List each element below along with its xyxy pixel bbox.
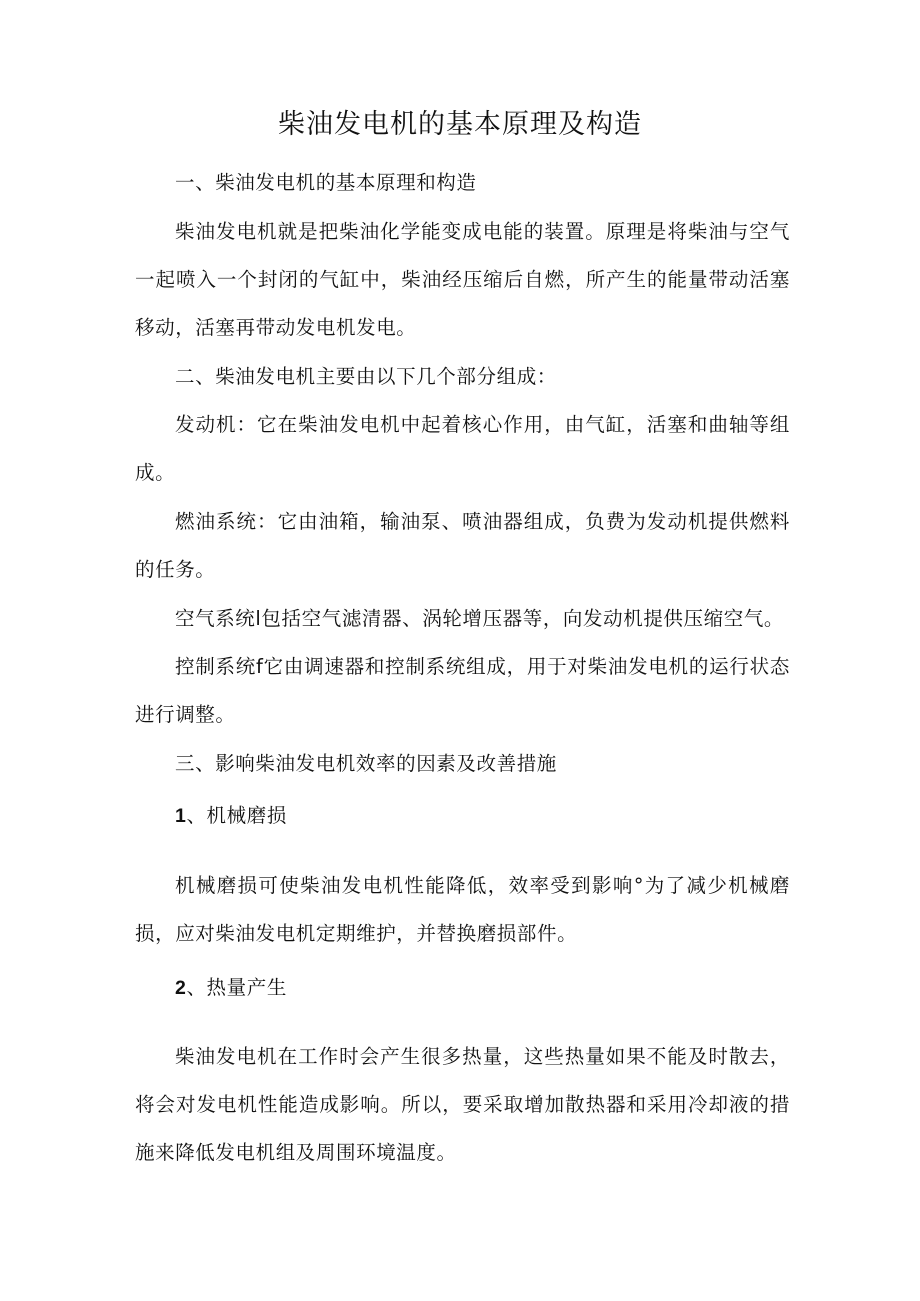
item-2-heading [135, 964, 790, 1012]
item-2-title: 、热量产生 [186, 976, 287, 999]
item-1-heading [135, 792, 790, 840]
section-1-body: 柴油发电机就是把柴油化学能变成电能的装置。原理是将柴油与空气一起喷入一个封闭的气缸中，柴油经压缩后自燃，所产生的能量带动活塞移动，活塞再带动发电机发电。 [135, 220, 790, 339]
control-system-paragraph: 控制系统f它由调速器和控制系统组成，用于对柴油发电机的运行状态进行调整。 [135, 655, 790, 726]
engine-paragraph: 发动机：它在柴油发电机中起着核心作用，由气缸，活塞和曲轴等组成。 [135, 413, 790, 484]
air-system-paragraph: 空气系统l包括空气滤清器、涡轮增压器等，向发动机提供压缩空气。 [175, 607, 785, 630]
section-1-heading: 一、柴油发电机的基本原理和构造 [175, 171, 477, 194]
section-2-heading: 二、柴油发电机主要由以下几个部分组成： [175, 365, 557, 388]
fuel-system-paragraph: 燃油系统：它由油箱，输油泵、喷油器组成，负费为发动机提供燃料的任务。 [135, 510, 790, 581]
item-1-number: 1 [175, 805, 187, 827]
section-3-heading: 三、影响柴油发电机效率的因素及改善措施 [175, 752, 557, 775]
item-1-title: 、机械磨损 [186, 804, 287, 827]
item-2-number: 2 [175, 977, 187, 999]
item-1-body: 机械磨损可使柴油发电机性能降低，效率受到影响°为了减少机械磨损，应对柴油发电机定期维护，并替换磨损部件。 [135, 874, 790, 945]
item-2-body: 柴油发电机在工作时会产生很多热量，这些热量如果不能及时散去，将会对发电机性能造成影响。所以，要采取增加散热器和采用冷却液的措施来降低发电机组及周围环境温度。 [135, 1045, 790, 1164]
document-title: 柴油发电机的基本原理及构造 [278, 109, 642, 140]
